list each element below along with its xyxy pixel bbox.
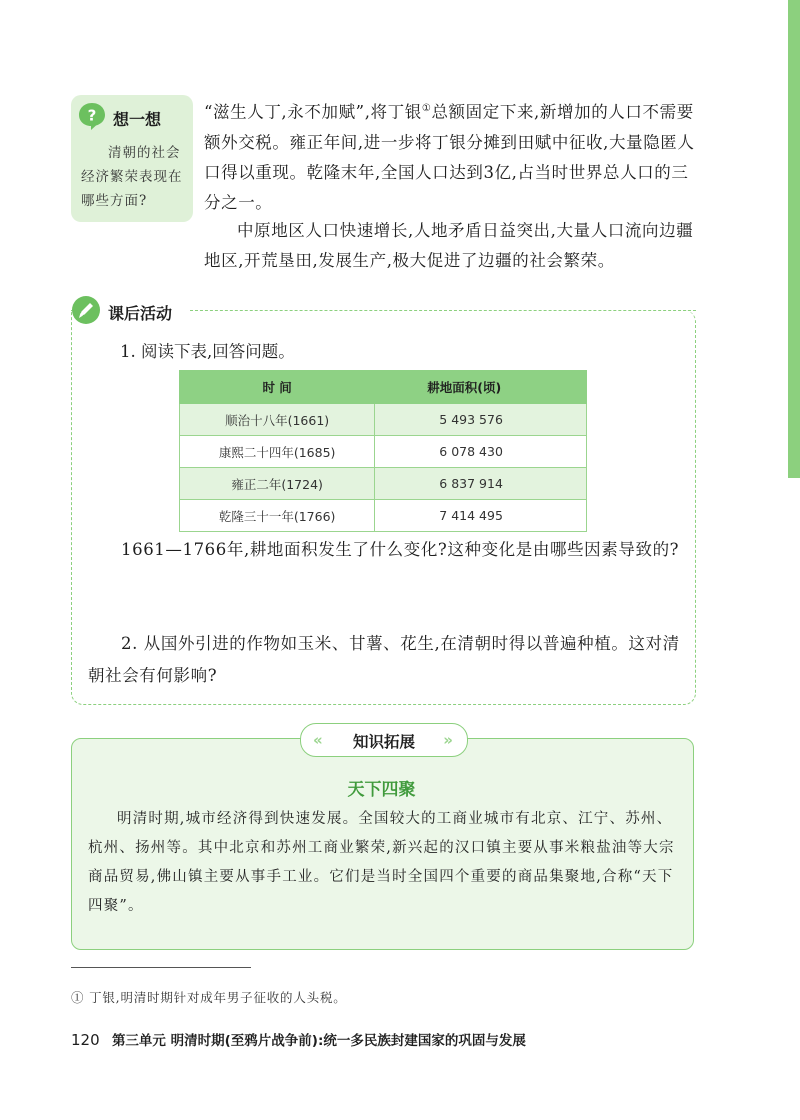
farmland-table [179,370,587,532]
edge-tab-bar [788,0,800,478]
table-row [180,500,587,532]
question-2-text: 2. 从国外引进的作物如玉米、甘薯、花生,在清朝时得以普遍种植。这对清朝社会有何影响? [88,634,680,685]
body-paragraph-1: “滋生人丁,永不加赋”,将丁银①总额固定下来,新增加的人口不需要额外交税。雍正年间,进一步将丁银分摊到田赋中征收,大量隐匿人口得以重现。乾隆末年,全国人口达到3亿,占当时世界总人口的三分之一。 [204,102,695,212]
header-area: 耕地面积(顷) [375,371,587,404]
table-row [180,404,587,436]
page-footer [71,1029,526,1049]
think-text: 清朝的社会经济繁荣表现在哪些方面? [81,145,183,209]
question-1-intro: 1. 阅读下表,回答问题。 [120,342,295,361]
knowledge-tab [300,723,468,757]
activity-title: 课后活动 [108,304,173,323]
chevron-right-icon: » [443,731,449,749]
knowledge-text: 明清时期,城市经济得到快速发展。全国较大的工商业城市有北京、江宁、苏州、杭州、扬州等。其中北京和苏州工商业繁荣,新兴起的汉口镇主要从事米粮盐油等大宗商品贸易,佛山镇主要从事手工业。它们是当时全国四个重要的商品集聚地,合称“天下四聚”。 [88,811,675,914]
knowledge-title: 天下四聚 [347,780,416,800]
footnote-rule [71,967,251,968]
knowledge-tab-title: 知识拓展 [352,733,415,751]
table-header-row [180,371,587,404]
page-number: 120 [71,1031,100,1049]
cell-time: 康熙二十四年(1685) [180,436,375,468]
chevron-left-icon: « [313,731,319,749]
cell-area: 7 414 495 [375,500,587,532]
header-time: 时 间 [180,371,375,404]
cell-area: 6 078 430 [375,436,587,468]
footnote: ① 丁银,明清时期针对成年男子征收的人头税。 [71,990,347,1005]
table-row [180,436,587,468]
cell-time: 乾隆三十一年(1766) [180,500,375,532]
think-box [71,95,193,222]
cell-time: 顺治十八年(1661) [180,404,375,436]
unit-title: 第三单元 明清时期(至鸦片战争前):统一多民族封建国家的巩固与发展 [111,1033,526,1049]
footnote-marker: ① [421,103,432,114]
think-title: 想一想 [113,110,162,129]
svg-text:?: ? [87,106,97,125]
cell-area: 5 493 576 [375,404,587,436]
cell-time: 雍正二年(1724) [180,468,375,500]
question-bubble-icon [77,101,107,131]
table-row [180,468,587,500]
body-paragraph-2: 中原地区人口快速增长,人地矛盾日益突出,大量人口流向边疆地区,开荒垦田,发展生产,极大促进了边疆的社会繁荣。 [204,221,694,270]
question-1-text: 1661—1766年,耕地面积发生了什么变化?这种变化是由哪些因素导致的? [121,540,680,559]
cell-area: 6 837 914 [375,468,587,500]
